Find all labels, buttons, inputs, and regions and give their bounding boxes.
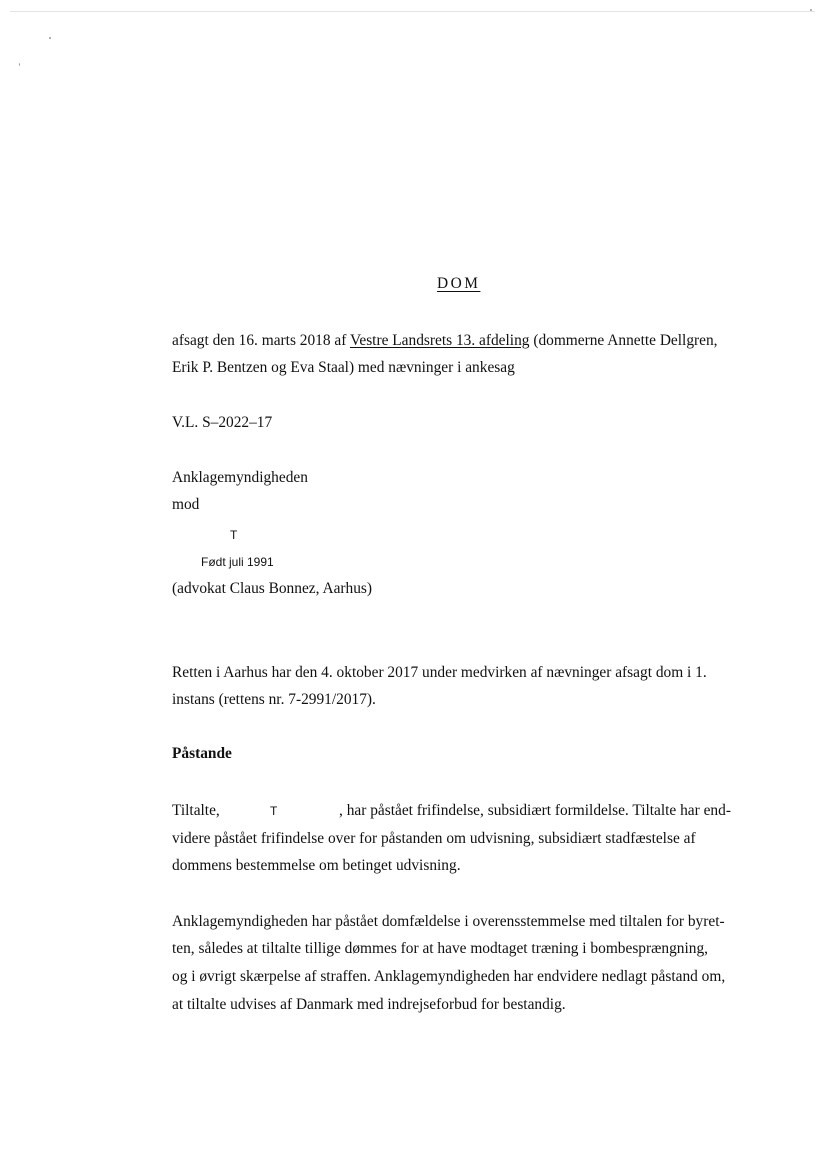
scan-speck (19, 63, 20, 66)
claims-p2-line-1: Anklagemyndigheden har påstået domfældelse i overensstemmelse med tiltalen for byret- (172, 913, 725, 930)
intro-suffix: (dommerne Annette Dellgren, (529, 332, 718, 349)
claims-p1-line-3: dommens bestemmelse om betinget udvisning. (172, 857, 461, 874)
claims-p1-line-2: videre påstået frifindelse over for påstanden om udvisning, subsidiært stadfæstelse af (172, 830, 696, 847)
scan-speck (49, 37, 51, 39)
document-title: DOM (437, 275, 481, 292)
claims-heading: Påstande (172, 745, 232, 762)
claims-p2-line-3: og i øvrigt skærpelse af straffen. Anklagemyndigheden har endvidere nedlagt påstand om, (172, 968, 726, 985)
claims-p2-line-4: at tiltalte udvises af Danmark med indrejseforbud for bestandig. (172, 996, 566, 1013)
claims-p1-line-1 (172, 802, 731, 819)
claims-p2-line-2: ten, således at tiltalte tillige dømmes for at have modtaget træning i bombesprængning, (172, 940, 708, 957)
defendant-birth: Født juli 1991 (201, 555, 274, 569)
scan-top-edge (10, 11, 815, 12)
court-name: Vestre Landsrets 13. afdeling (349, 332, 530, 349)
intro-line-2: Erik P. Bentzen og Eva Staal) med nævninger i ankesag (172, 359, 515, 376)
case-number: V.L. S–2022–17 (172, 414, 273, 431)
claims-p1-prefix: Tiltalte, (172, 802, 220, 819)
scan-speck (810, 9, 812, 11)
defendant-counsel: (advokat Claus Bonnez, Aarhus) (172, 580, 373, 597)
claims-p1-defendant-name: T (270, 804, 278, 818)
intro-line-1 (172, 333, 718, 348)
claims-p1-suffix: , har påstået frifindelse, subsidiært formildelse. Tiltalte har end- (339, 802, 731, 819)
defendant-name: T (230, 528, 238, 542)
first-instance-line-2: instans (rettens nr. 7-2991/2017). (172, 691, 376, 708)
intro-prefix: afsagt den 16. marts 2018 af (172, 332, 350, 349)
first-instance-line-1: Retten i Aarhus har den 4. oktober 2017 under medvirken af nævninger afsagt dom i 1. (172, 664, 707, 681)
prosecution-party: Anklagemyndigheden (172, 469, 308, 486)
versus-label: mod (172, 496, 200, 513)
